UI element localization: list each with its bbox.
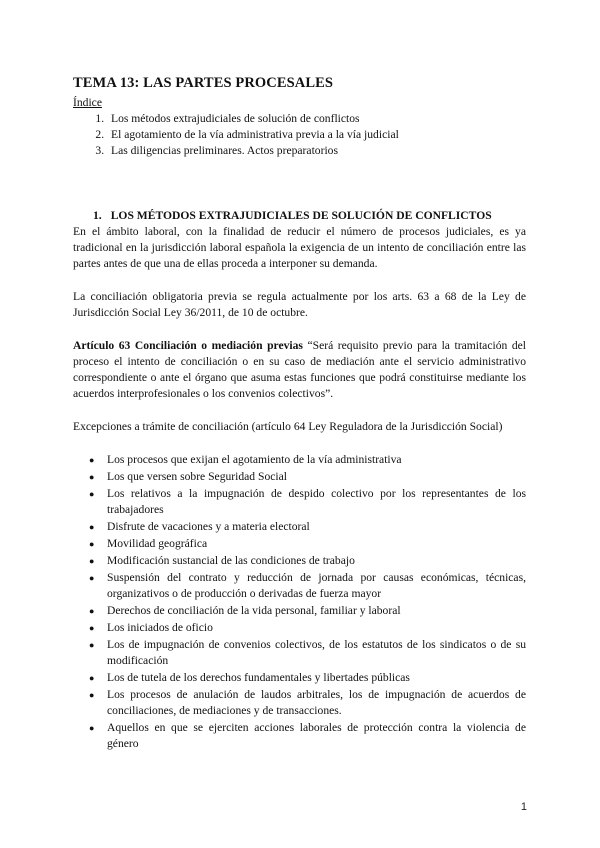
index-item: 3. Las diligencias preliminares. Actos preparatorios xyxy=(107,143,526,159)
bullet-icon: ● xyxy=(89,723,95,733)
bullet-icon: ● xyxy=(89,673,95,683)
bullet-icon: ● xyxy=(89,573,95,583)
bullet-icon: ● xyxy=(89,522,95,532)
bullet-icon: ● xyxy=(89,690,95,700)
list-item: ● Los que versen sobre Seguridad Social xyxy=(89,470,287,483)
list-item: ● Los procesos que exijan el agotamiento de la vía administrativa xyxy=(89,453,402,466)
list-item: ● Movilidad geográfica xyxy=(89,537,208,550)
list-item: ● Disfrute de vacaciones y a materia electoral xyxy=(89,520,310,533)
exceptions-list xyxy=(73,452,526,752)
list-item: ● Los de tutela de los derechos fundamentales y libertades públicas xyxy=(89,671,410,684)
section-heading xyxy=(93,207,526,224)
bullet-icon: ● xyxy=(89,556,95,566)
bullet-icon: ● xyxy=(89,640,95,650)
document-page xyxy=(73,74,526,753)
index-item: 2. El agotamiento de la vía administrativa previa a la vía judicial xyxy=(107,127,526,143)
list-item: ● Los iniciados de oficio xyxy=(89,621,213,634)
section-title: LOS MÉTODOS EXTRAJUDICIALES DE SOLUCIÓN DE CONFLICTOS xyxy=(110,209,492,222)
list-item: ● Modificación sustancial de las condiciones de trabajo xyxy=(89,554,355,567)
bullet-icon: ● xyxy=(89,606,95,616)
index-item: 1. Los métodos extrajudiciales de solución de conflictos xyxy=(107,111,526,127)
list-item: ● Suspensión del contrato y reducción de jornada por causas económicas, técnicas, organizativos o de producción o derivadas de fuerza mayor xyxy=(89,571,526,600)
paragraph-article-63 xyxy=(73,338,526,402)
bullet-icon: ● xyxy=(89,472,95,482)
bullet-icon: ● xyxy=(89,539,95,549)
article-title: Artículo 63 Conciliación o mediación previas xyxy=(73,339,303,352)
section-number: 1. xyxy=(93,209,102,222)
bullet-icon: ● xyxy=(89,489,95,499)
list-item: ● Los relativos a la impugnación de despido colectivo por los representantes de los trabajadores xyxy=(89,487,526,516)
document-title: TEMA 13: LAS PARTES PROCESALES xyxy=(73,75,334,91)
list-item: ● Los procesos de anulación de laudos arbitrales, los de impugnación de acuerdos de conciliaciones, de mediaciones y de transacciones. xyxy=(89,688,526,717)
list-item: ● Aquellos en que se ejerciten acciones laborales de protección contra la violencia de género xyxy=(89,721,526,750)
bullet-icon: ● xyxy=(89,623,95,633)
article-quote: “Será requisito previo para la tramitación del proceso el intento de conciliación o en su caso de mediación ante el servicio administrativo correspondiente o ante el órgano que asuma estas funciones que podrá constituirse mediante los acuerdos interprofesionales o los convenios colectivos”. xyxy=(73,339,526,400)
index-label: Índice xyxy=(73,96,102,109)
paragraph-regulation: La conciliación obligatoria previa se regula actualmente por los arts. 63 a 68 de la Ley de Jurisdicción Social Ley 36/2011, de 10 de octubre. xyxy=(73,290,526,319)
list-item: ● Derechos de conciliación de la vida personal, familiar y laboral xyxy=(89,604,401,617)
bullet-icon: ● xyxy=(89,455,95,465)
index-list xyxy=(73,111,526,159)
list-item: ● Los de impugnación de convenios colectivos, de los estatutos de los sindicatos o de su modificación xyxy=(89,638,526,667)
page-number: 1 xyxy=(520,801,527,813)
paragraph-intro: En el ámbito laboral, con la finalidad de reducir el número de procesos judiciales, es ya tradicional en la jurisdicción laboral española la exigencia de un intento de conciliación entre las partes antes de que una de ellas proceda a interponer su demanda. xyxy=(73,225,526,270)
exceptions-intro: Excepciones a trámite de conciliación (artículo 64 Ley Reguladora de la Jurisdicción Social) xyxy=(73,420,503,433)
